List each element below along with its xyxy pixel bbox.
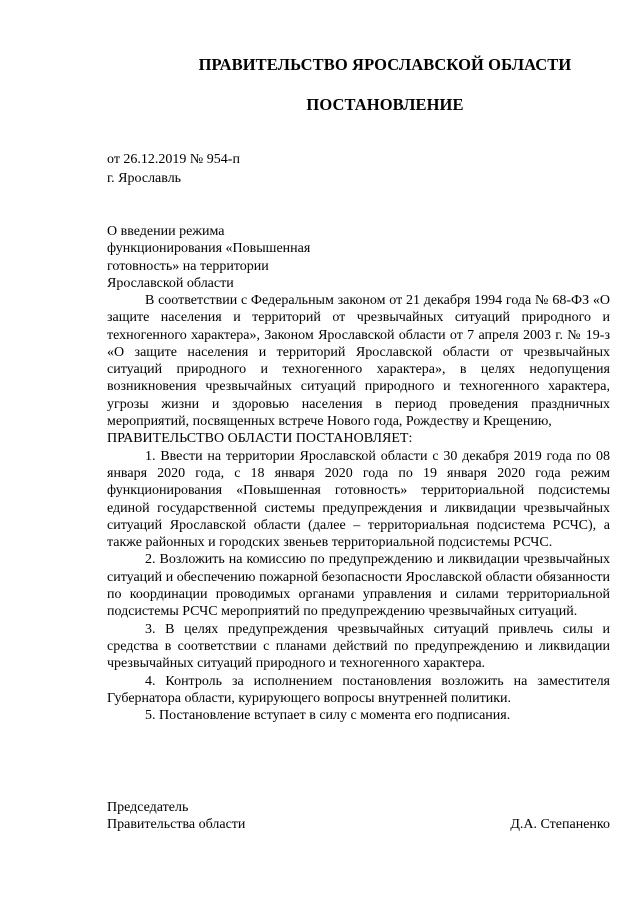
- subject-line: готовность» на территории: [107, 258, 269, 274]
- document-subject: [107, 223, 310, 292]
- document-body: [107, 292, 610, 724]
- document-type-title: ПОСТАНОВЛЕНИЕ: [306, 95, 464, 114]
- signatory-title-line2: Правительства области: [107, 817, 246, 833]
- signature-block: [107, 799, 610, 834]
- subject-line: функционирования «Повышенная: [107, 241, 311, 257]
- item-paragraph: 5. Постановление вступает в силу с момента его подписания.: [145, 708, 511, 724]
- date-number: от 26.12.2019 № 954-п: [107, 152, 240, 167]
- resolves-line: ПРАВИТЕЛЬСТВО ОБЛАСТИ ПОСТАНОВЛЯЕТ:: [107, 431, 413, 447]
- preamble-paragraph: В соответствии с Федеральным законом от 21 декабря 1994 года № 68-ФЗ «О защите населения и территорий от чрезвычайных ситуаций природного и техногенного характера», Законом Ярославской области от 7 апреля 2003 г. № 19-з «О защите населения и территорий Ярославской области от чрезвычайных ситуаций природного и техногенного характера», в целях недопущения возникновения чрезвычайных ситуаций природного и техногенного характера, угрозы жизни и здоровью населения в период проведения праздничных мероприятий, посвященных встрече Нового года, Рождеству и Крещению,: [107, 293, 610, 430]
- city: г. Ярославль: [107, 171, 182, 186]
- signatory-name: Д.А. Степаненко: [510, 817, 610, 833]
- subject-line: Ярославской области: [107, 275, 234, 291]
- item-paragraph: 2. Возложить на комиссию по предупреждению и ликвидации чрезвычайных ситуаций и обеспечению пожарной безопасности Ярославской области обязанности по координации проводимых органами управления и силами территориальной подсистемы РСЧС мероприятий по предупреждению чрезвычайных ситуаций.: [107, 552, 610, 620]
- document-meta: [107, 150, 240, 188]
- signatory-title-line1: Председатель: [107, 800, 189, 815]
- item-paragraph: 1. Ввести на территории Ярославской области с 30 декабря 2019 года по 08 января 2020 года, с 18 января 2020 года по 19 января 2020 года режим функционирования «Повышенная готовность» территориальной подсистемы единой государственной системы предупреждения и ликвидации чрезвычайных ситуаций Ярославской области (далее – территориальная подсистема РСЧС), а также районных и городских звеньев территориальной подсистемы РСЧС.: [107, 448, 610, 551]
- subject-line: О введении режима: [107, 224, 225, 239]
- government-title: ПРАВИТЕЛЬСТВО ЯРОСЛАВСКОЙ ОБЛАСТИ: [198, 55, 572, 74]
- item-paragraph: 3. В целях предупреждения чрезвычайных ситуаций привлечь силы и средства в соответствии с планами действий по предупреждению и ликвидации чрезвычайных ситуаций природного и техногенного характера.: [107, 621, 610, 672]
- item-paragraph: 4. Контроль за исполнением постановления возложить на заместителя Губернатора области, курирующего вопросы внутренней политики.: [107, 673, 610, 706]
